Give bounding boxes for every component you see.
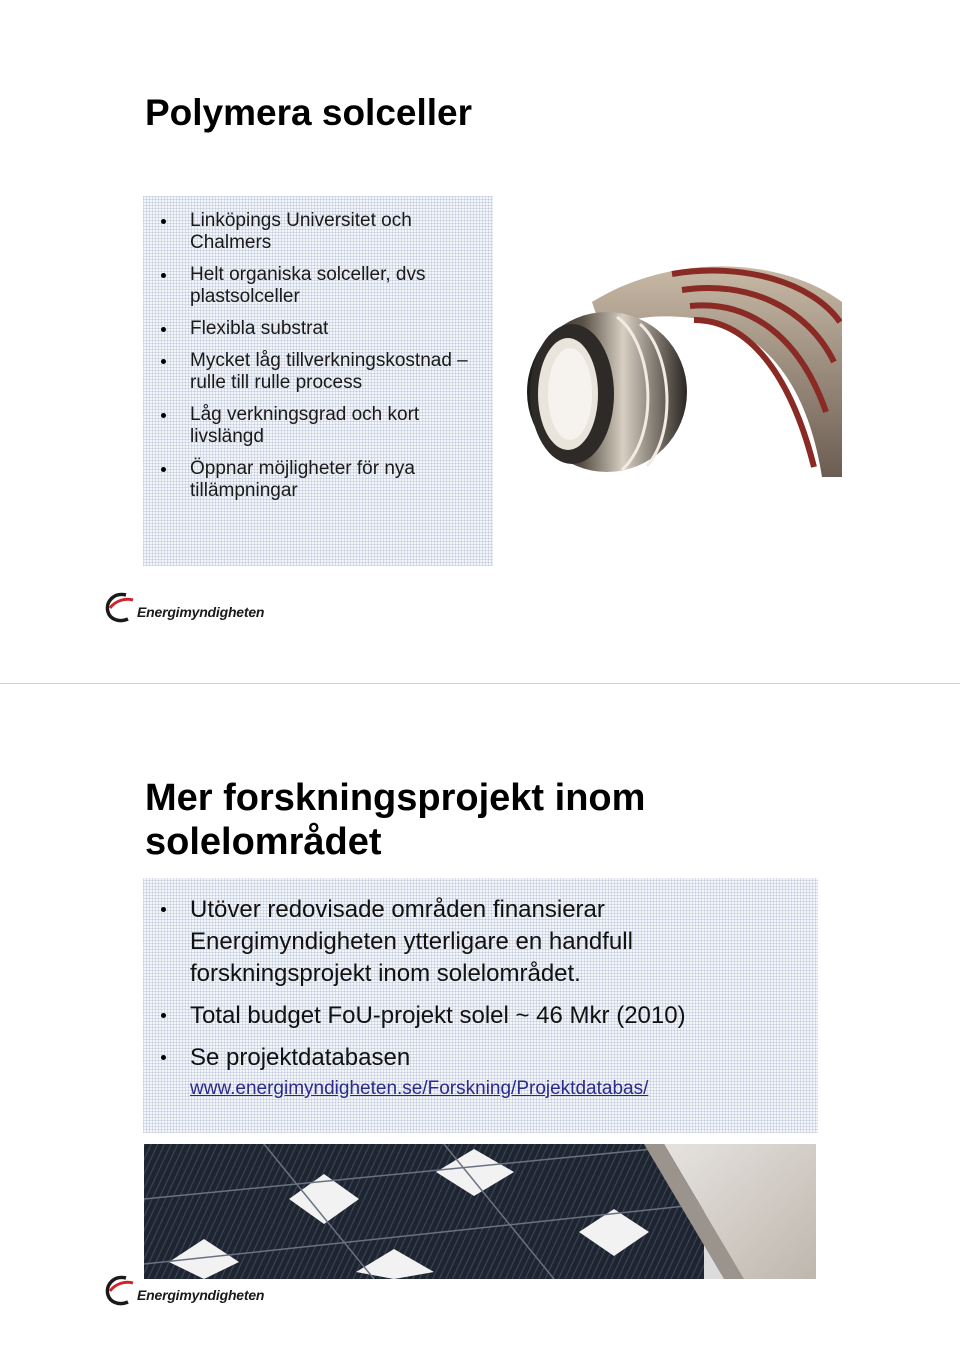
energimyndigheten-logo bbox=[104, 590, 264, 624]
bullet-item: Öppnar möjligheter för nya tillämpningar bbox=[151, 458, 485, 502]
logo-text: Energimyndigheten bbox=[137, 604, 265, 620]
bullet-list bbox=[151, 894, 810, 1074]
slide-title: Mer forskningsprojekt inom solelområdet bbox=[145, 777, 646, 863]
bullet-item: Helt organiska solceller, dvs plastsolceller bbox=[151, 264, 485, 308]
bullet-item: Flexibla substrat bbox=[151, 318, 485, 340]
solar-panel-image bbox=[144, 1144, 816, 1279]
bullet-item: Linköpings Universitet och Chalmers bbox=[151, 210, 485, 254]
bullet-item: Låg verkningsgrad och kort livslängd bbox=[151, 404, 485, 448]
energimyndigheten-logo-icon bbox=[104, 1273, 134, 1307]
slide-title: Polymera solceller bbox=[145, 92, 473, 133]
bullet-textbox bbox=[143, 196, 493, 566]
projektdatabas-link[interactable]: www.energimyndigheten.se/Forskning/Projektdatabas/ bbox=[190, 1078, 649, 1099]
bullet-textbox bbox=[143, 878, 818, 1133]
bullet-item: Total budget FoU-projekt solel ~ 46 Mkr (2010) bbox=[151, 1000, 810, 1032]
slide-mer-forskningsprojekt bbox=[0, 684, 960, 1367]
bullet-item: Se projektdatabasen bbox=[151, 1042, 810, 1074]
logo-text: Energimyndigheten bbox=[137, 1287, 265, 1303]
energimyndigheten-logo bbox=[104, 1273, 264, 1307]
bullet-list bbox=[151, 210, 485, 502]
bullet-item: Mycket låg tillverkningskostnad – rulle till rulle process bbox=[151, 350, 485, 394]
energimyndigheten-logo-icon bbox=[104, 590, 134, 624]
solar-film-roll-image bbox=[522, 262, 842, 477]
bullet-item: Utöver redovisade områden finansierar Energimyndigheten ytterligare en handfull forskningsprojekt inom solelområdet. bbox=[151, 894, 810, 990]
